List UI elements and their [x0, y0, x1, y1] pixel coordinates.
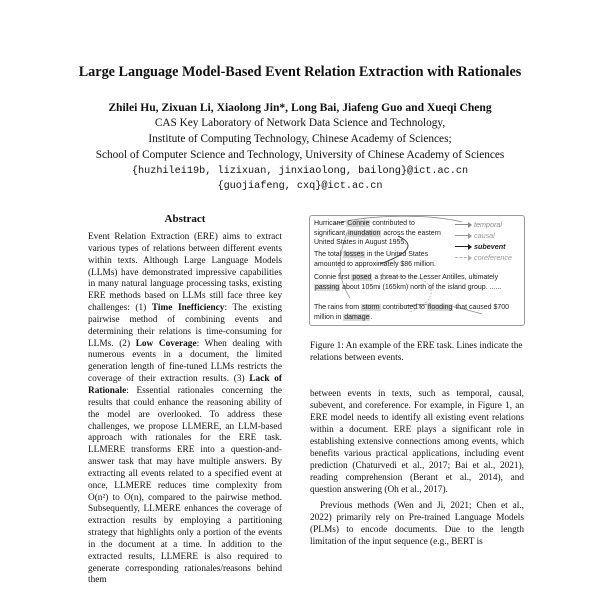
figure-sentence-1: Hurricane Connie contributed to significant inundation across the eastern United States in August 1955. [314, 220, 441, 247]
event-inundation: inundation [348, 229, 381, 237]
affiliation-line-2: Institute of Computing Technology, Chinese Academy of Sciences; [148, 133, 452, 145]
paper-title: Large Language Model-Based Event Relation Extraction with Rationales [78, 64, 522, 80]
abstract-heading: Abstract [164, 213, 206, 225]
introduction-text [310, 388, 524, 548]
affiliation-line-3: School of Computer Science and Technology, University of Chinese Academy of Sciences [95, 149, 505, 161]
affiliation-line-1: CAS Key Laboratory of Network Data Science and Technology, [154, 117, 446, 129]
event-storm: storm [362, 304, 380, 311]
figure-caption: Figure 1: An example of the ERE task. Lines indicate the relations between events. [310, 341, 523, 363]
challenge-time-inefficiency: Time Inefficiency [151, 303, 225, 314]
event-flooding: flooding [427, 304, 453, 311]
email-line-2: {guojiafeng, cxq}@ict.ac.cn [217, 181, 383, 192]
arrow-icon [455, 224, 471, 225]
author-list: Zhilei Hu, Zixuan Li, Xiaolong Jin*, Long Bai, Jiafeng Guo and Xueqi Cheng [108, 101, 492, 114]
email-line-1: {huzhilei19b, lizixuan, jinxiaolong, bailong}@ict.ac.cn [131, 166, 469, 177]
figure-legend [455, 219, 521, 263]
event-passing: passing [315, 283, 340, 291]
arrow-icon [455, 235, 471, 236]
event-losses: losses [344, 251, 365, 258]
legend-temporal: temporal [455, 219, 521, 230]
arrow-icon [455, 246, 471, 247]
figure-sentence-4: The rains from storm contributed to flooding that caused $700 million in damage. [314, 304, 510, 321]
legend-coreference: coreference [455, 252, 521, 263]
figure-sentence-3: Connie first posed a threat to the Lesser Antilles, ultimately passing about 105mi (165km) north of the island group. ...... [314, 274, 502, 291]
challenge-low-coverage: Low Coverage [135, 338, 197, 349]
event-posed: posed [352, 274, 372, 281]
figure-sentence-2: The total losses in the United States amounted to approximately $86 million. [314, 251, 436, 268]
legend-subevent: subevent [455, 241, 521, 252]
abstract-text: Event Relation Extraction (ERE) aims to extract various types of relations between different events within texts. Although Large Language Models (LLMs) have demonstrated impressive capabilities in many natural language processing tasks, existing ERE methods based on LLMs still face three key challenges: (1) Time Inefficiency: The existing pairwise method of combining events and determining their relations is time-consuming for LLMs. (2) Low Coverage: When dealing with numerous events in a document, the limited generation length of fine-tuned LLMs restricts the coverage of their extraction results. (3) Lack of Rationale: Essential rationales concerning the results that could enhance the reasoning ability of the model are overlooked. To address these challenges, we propose LLMERE, an LLM-based approach with rationales for the ERE task. LLMERE transforms ERE into a question-and-answer task that may have multiple answers. By extracting all events related to a specified event at once, LLMERE reduces time complexity from O(n²) to O(n), compared to the pairwise method. Subsequently, LLMERE enhances the coverage of extraction results by employing a partitioning strategy that highlights only a portion of the events in the document at a time. In addition to the extracted results, LLMERE is also required to generate corresponding rationales/reasons behind them [88, 232, 282, 586]
event-connie: Connie [347, 220, 370, 227]
body-paragraph-2: Previous methods (Wen and Ji, 2021; Chen et al., 2022) primarily rely on Pre-trained Language Models (PLMs) to encode documents. Due to the length limitation of the input sequence (e.g., BERT is [310, 501, 524, 547]
body-paragraph-1: between events in texts, such as temporal, causal, subevent, and coreference. For example, in Figure 1, an ERE model needs to identify all existing event relations within a document. ERE plays a significant role in establishing extensive connections among events, which benefits various practical applications, including event prediction (Chaturvedi et al., 2017; Bai et al., 2021), reading comprehension (Berant et al., 2014), and question answering (Oh et al., 2017). [310, 389, 524, 495]
event-damage: damage [344, 313, 370, 321]
legend-causal: causal [455, 230, 521, 241]
arrow-icon [455, 257, 471, 258]
challenge-lack-of-rationale: Lack of Rationale [88, 374, 282, 396]
